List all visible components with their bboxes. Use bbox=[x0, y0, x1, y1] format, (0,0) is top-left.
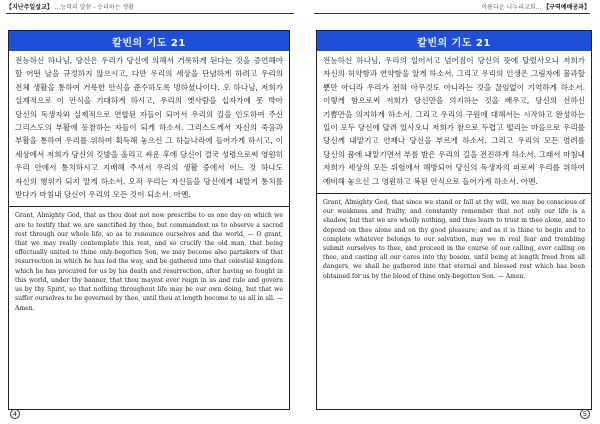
right-header-tag: 【구역예배공과】 bbox=[543, 4, 590, 11]
right-korean-text: 전능하신 하나님, 우리의 일어서고 넘어짐이 당신의 뜻에 달렸사오니 저희가 자신의 허약함과 연약함을 알게 하소서. 그리고 우리의 인생은 그림자에 불과할 뿐만 아니라 우리가 전혀 아무것도 아니라는 것을 끊임없이 기억하게 하소서. 이렇게 함으로써 저희가 당신만을 의지하는 것을 배우고, 당신의 선하신 기쁨만을 의지하게 하소서. 그리고 우리의 구원에 대해서는 시작하고 완성하는 일이 모두 당신에 달려 있사오니 저희가 참으로 두렵고 떨리는 마음으로 우리를 당신께 내맡기고 언제나 당신을 부르게 하소서. 그리고 우리의 모든 염려를 당신의 품에 내맡기면서 부름 받은 우리의 길을 전진하게 하소서. 그래서 마침내 저희가 세상의 모든 위험에서 해방되어 당신의 독생자의 피로써 우리를 위하여 예비해 놓으신 그 영원하고 복된 안식으로 들어가게 하소서. 아멘. bbox=[323, 56, 585, 186]
right-header-text: 아름다운 나누리교회... bbox=[481, 4, 544, 11]
left-header bbox=[6, 4, 134, 12]
right-english-text: Grant, Almighty God, that since we stand or fall at thy will, we may be conscious of our weakness and frailty, and constantly remember that not only our life is a shadow, but that we are wholly nothing, and thus learn to trust in thee alone, and to depend on thee alone and on thy good pleasure; and as it is thine to begin and to complete whatever belongs to our salvation, may we in real fear and trembling submit ourselves to thee, and proceed in the course of our calling, ever calling on thee, and casting all our cares into thy bosom, until being at length freed from all dangers, we shall be gathered into that eternal and blessed rest which has been obtained for us by the blood of thine only-begotten Son. — Amen. bbox=[323, 199, 585, 280]
right-page bbox=[300, 0, 600, 424]
right-prayer-box bbox=[316, 30, 592, 410]
left-korean-text: 전능하신 하나님, 당신은 우리가 당신에 의해서 거룩하게 된다는 것을 증언해야 할 어떤 날을 규정하지 않으시고, 다만 우리의 세상을 단념하게 하려고 우리의 전체 생활을 통하여 거룩한 안식을 준수하도록 명하셨나이다. 오 하나님, 저희가 실제적으로 이 안식을 기대하게 하시고, 우리의 옛사람을 십자가에 못 박아 당신의 독생자와 실제적으로 연합된 자들이 되어서 우리의 길을 인도하여 주신 그리스도의 부활에 동참하는 자들이 되게 하소서. 그리스도께서 자신의 죽음과 부활을 통하여 우리를 위하여 획득해 놓으신 그 하늘나라에 들어가게 하시고, 이 세상에서 저희가 당신의 깃발을 올리고 싸운 후에 당신이 결국 성령으로써 영원히 우리 안에서 통치하시고 지배해 주셔서 우리의 생활 중에서 어느 것 하나도 자신의 행위가 되지 말게 하소서. 오직 우리는 자신들을 당신에게 내맡겨 통치를 받다가 마침내 당신이 우리의 모든 것이 되소서. 아멘. bbox=[15, 56, 283, 200]
left-header-tag: 【지난주일설교】 bbox=[6, 4, 53, 11]
right-header bbox=[482, 4, 590, 12]
right-prayer-title: 칼빈의 기도 21 bbox=[317, 31, 591, 51]
right-header-rule bbox=[314, 13, 590, 14]
right-page-number: 5 bbox=[580, 409, 590, 419]
left-prayer-box bbox=[8, 30, 290, 410]
left-header-rule bbox=[6, 13, 294, 14]
left-page bbox=[0, 0, 298, 424]
left-page-number: 4 bbox=[10, 409, 20, 419]
left-prayer-title: 칼빈의 기도 21 bbox=[9, 31, 289, 51]
left-header-text: ...능력의 말씀 - 승리하는 생활 bbox=[54, 4, 134, 11]
left-english-text: Grant, Almighty God, that as thou dost not now prescribe to us one day on which we are to testify that we are sanctified by thee, but commandest us to observe a sacred rest through our whole life, so as to renounce ourselves and the world, — O grant, that we may really contemplate this rest, and so crucify the old man, that being effectually united to thine only-begotten Son, we may become also partakers of that resurrection in which he has led the way, and be gathered into that celestial kingdom which he has procured for us by his death and resurrection, after having so fought in this world, under thy banner, that thou mayest ever reign in us and rule and govern us by thy Spirit, so that nothing throughout life may be our own doing, but that we suffer ourselves to be governed by thee, until thou at length become to us all in all. — Amen. bbox=[15, 212, 283, 312]
